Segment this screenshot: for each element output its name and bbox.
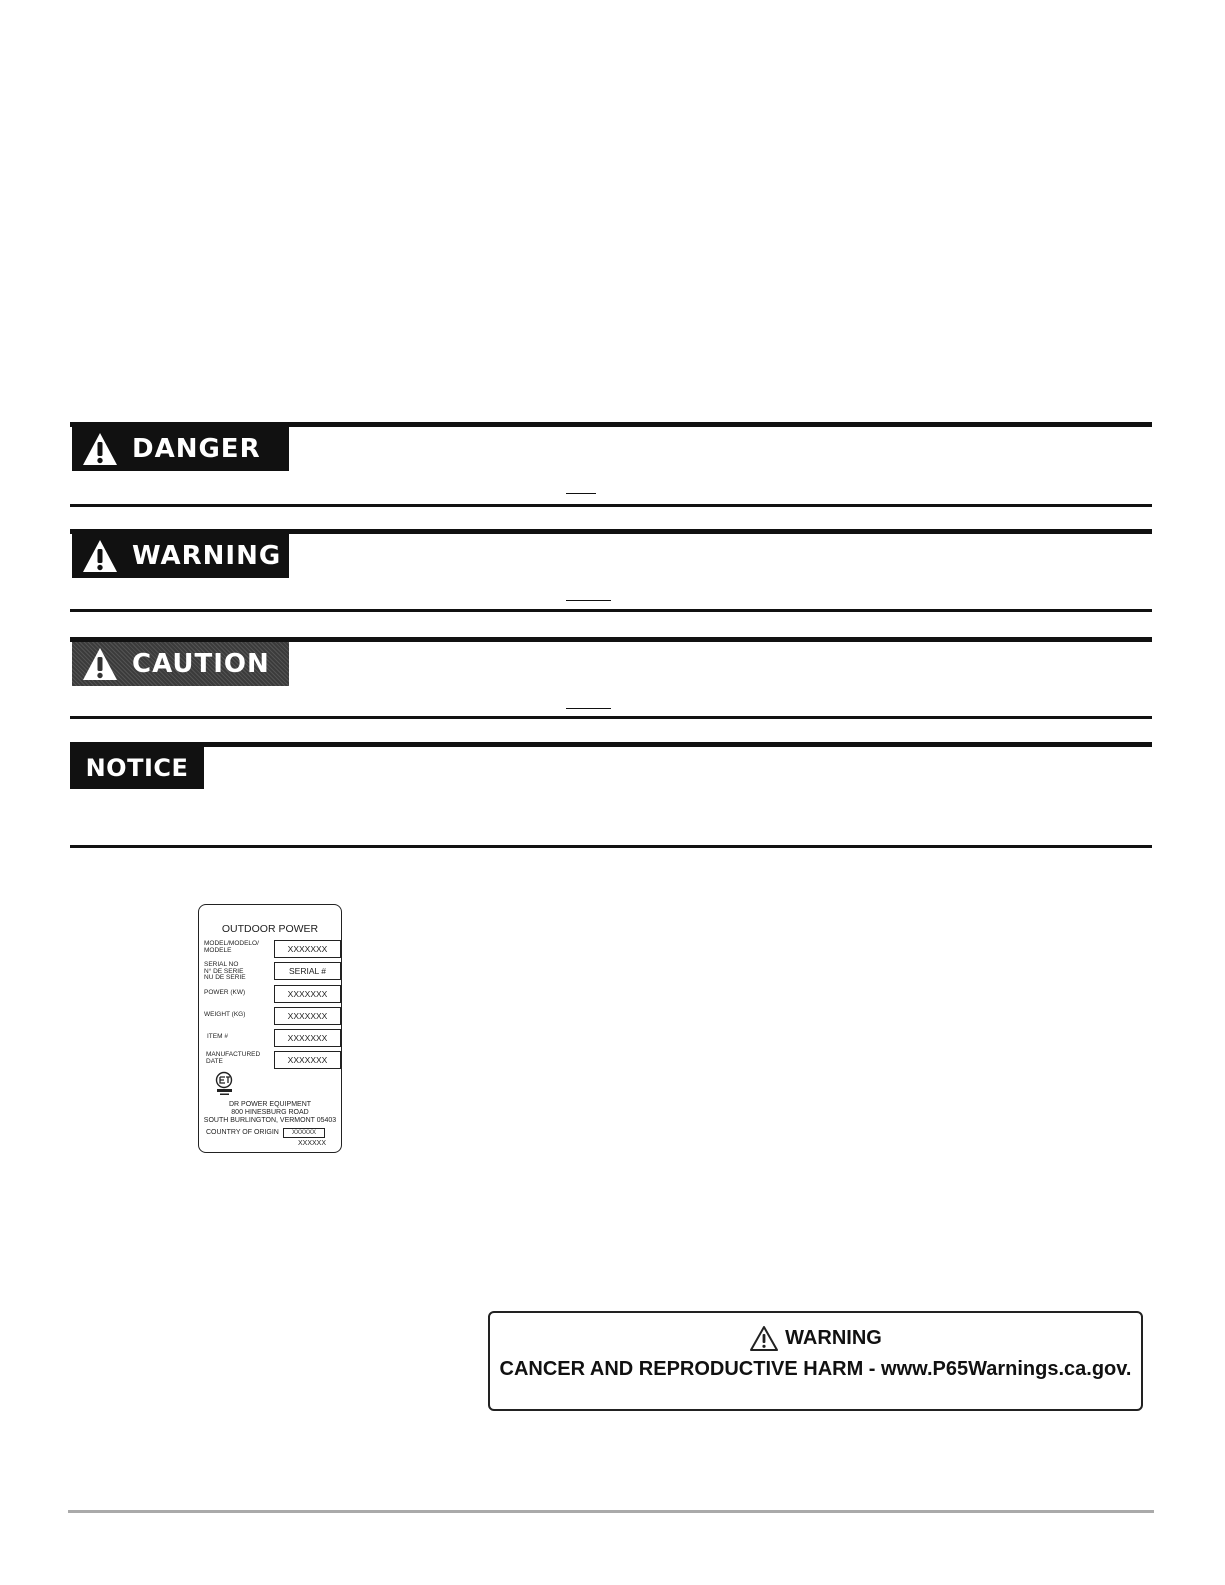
- plate-row-label: ITEM #: [207, 1033, 228, 1040]
- danger-tab: [72, 427, 289, 471]
- prop65-heading: [490, 1325, 1141, 1352]
- warning-signal-block: [70, 529, 1152, 614]
- plate-row-value: SERIAL #: [274, 962, 341, 980]
- serial-plate: [198, 904, 342, 1153]
- plate-row: [204, 940, 336, 958]
- caution-tab: [72, 642, 289, 686]
- plate-row-value: XXXXXXX: [274, 1007, 341, 1025]
- etl-listed-mark-icon: [215, 1071, 235, 1097]
- plate-code: XXXXXX: [298, 1140, 327, 1147]
- plate-row: [204, 1007, 336, 1025]
- plate-row-label: MODEL/MODELO/ MODELE: [204, 940, 259, 954]
- warning-bottom-rule: [70, 609, 1152, 612]
- warning-tab: [72, 534, 289, 578]
- warning-triangle-icon: [82, 647, 118, 681]
- warning-triangle-icon: [82, 539, 118, 573]
- plate-address: [199, 1101, 341, 1125]
- notice-tab: NOTICE: [70, 747, 204, 789]
- prop65-text: CANCER AND REPRODUCTIVE HARM - www.P65Warnings.ca.gov.: [499, 1358, 1132, 1380]
- plate-row-value: XXXXXXX: [274, 940, 341, 958]
- footer-rule: [68, 1510, 1154, 1513]
- prop65-heading-label: WARNING: [785, 1327, 882, 1349]
- plate-row-value: XXXXXXX: [274, 985, 341, 1003]
- plate-row-value: XXXXXXX: [274, 1051, 341, 1069]
- notice-signal-block: [70, 742, 1152, 852]
- warning-label: WARNING: [132, 541, 282, 571]
- plate-address-line: SOUTH BURLINGTON, VERMONT 05403: [203, 1117, 337, 1124]
- danger-signal-block: [70, 422, 1152, 507]
- caution-signal-block: [70, 637, 1152, 722]
- plate-row: [204, 1051, 336, 1069]
- caution-label: CAUTION: [132, 649, 270, 679]
- notice-bottom-rule: [70, 845, 1152, 848]
- plate-row-label: MANUFACTURED DATE: [206, 1051, 261, 1065]
- plate-row-label: SERIAL NO N° DE SERIE NU DE SERIE: [204, 961, 246, 981]
- danger-underline: [566, 493, 596, 494]
- notice-top-rule: [70, 742, 1152, 747]
- plate-origin-label: COUNTRY OF ORIGIN: [206, 1129, 279, 1136]
- caution-underline: [566, 708, 611, 709]
- plate-row-value: XXXXXXX: [274, 1029, 341, 1047]
- warning-underline: [566, 600, 611, 601]
- warning-triangle-icon: [749, 1325, 779, 1352]
- plate-row: [204, 962, 336, 980]
- plate-origin-value: XXXXXX: [283, 1128, 325, 1138]
- danger-bottom-rule: [70, 504, 1152, 507]
- plate-address-line: DR POWER EQUIPMENT: [228, 1101, 312, 1108]
- plate-row: [204, 1029, 336, 1047]
- warning-triangle-icon: [82, 432, 118, 466]
- caution-bottom-rule: [70, 716, 1152, 719]
- plate-row: [204, 985, 336, 1003]
- danger-label: DANGER: [132, 434, 261, 464]
- plate-address-line: 800 HINESBURG ROAD: [231, 1109, 309, 1116]
- prop65-warning-box: [488, 1311, 1143, 1411]
- plate-row-label: POWER (KW): [204, 989, 246, 996]
- plate-row-label: WEIGHT (KG): [204, 1011, 246, 1018]
- plate-title: OUTDOOR POWER: [221, 923, 319, 935]
